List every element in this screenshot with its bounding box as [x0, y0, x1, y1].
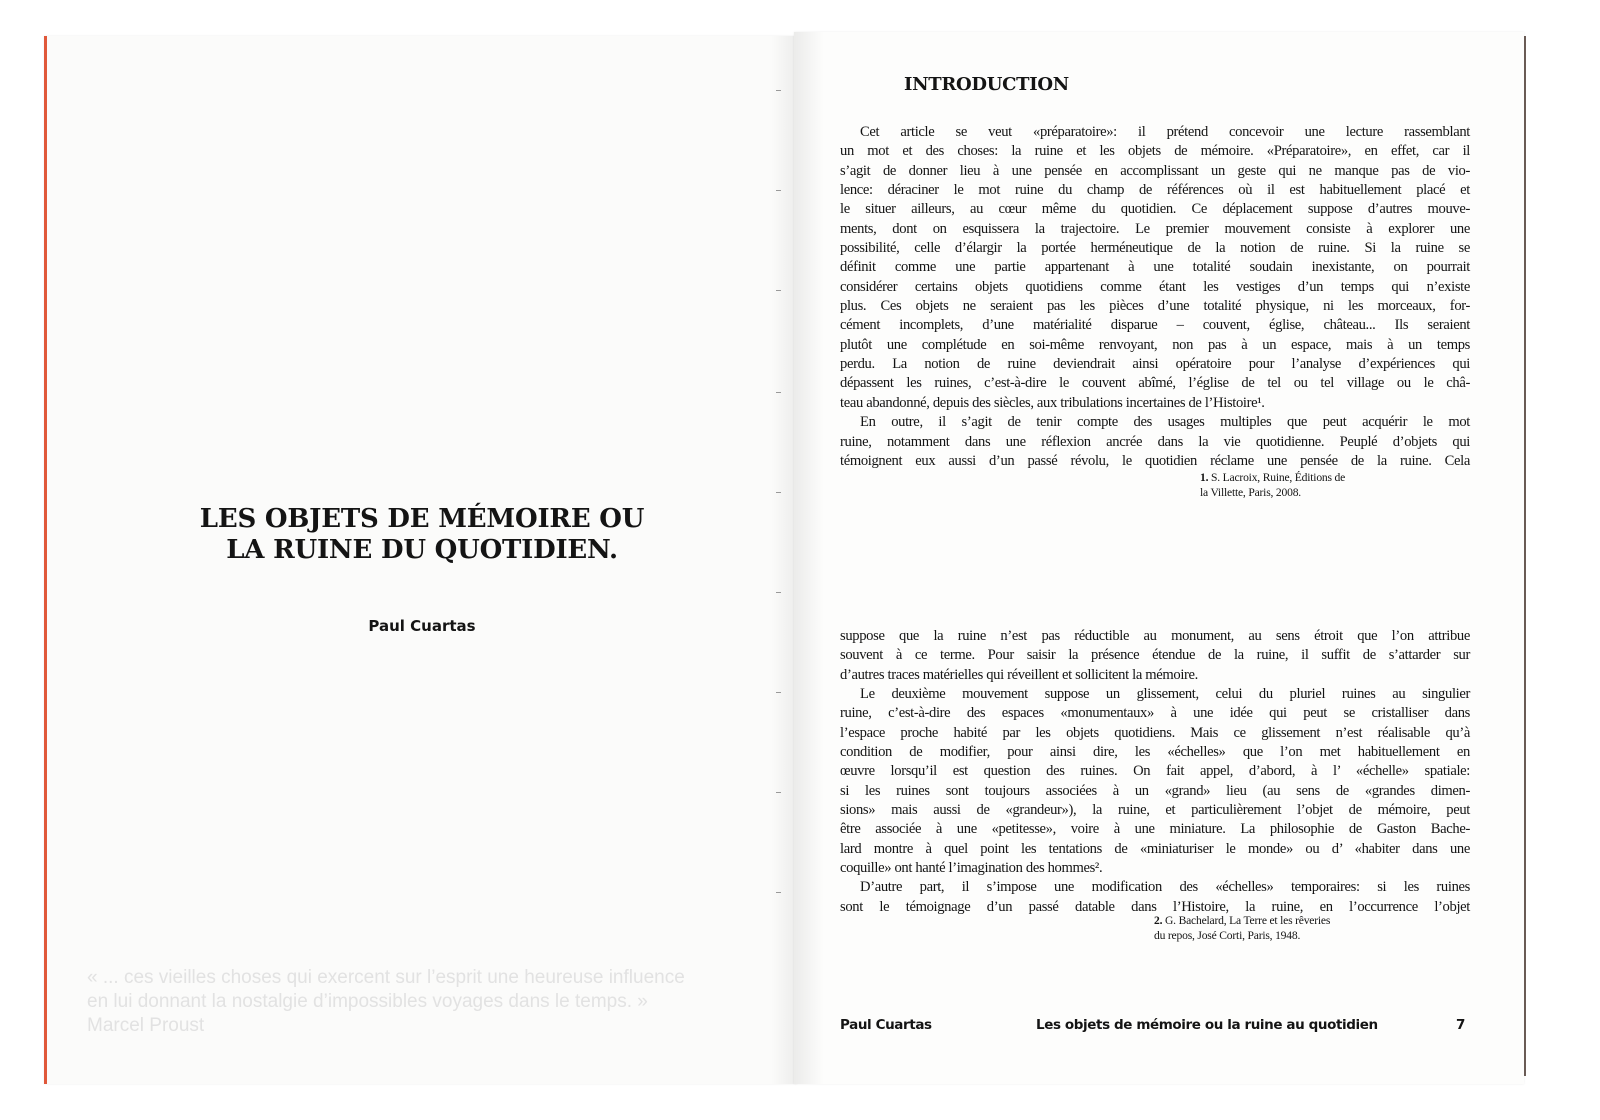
text-line: considérer certains objets quotidiens comme étant les vestiges d’un temps qui n’existe: [840, 278, 1470, 295]
text-line: ruine, notamment dans une réflexion ancrée dans la vie quotidienne. Peuplé d’objets qui: [840, 433, 1470, 450]
footnote-text: S. Lacroix, Ruine, Éditions de: [1211, 471, 1346, 484]
page-number: 7: [1456, 1017, 1465, 1033]
footnote-number: 2.: [1154, 914, 1163, 927]
text-line: cément incomplets, d’une matérialité disparue – couvent, église, château... Ils seraient: [840, 317, 1470, 334]
text-line: suppose que la ruine n’est pas réductible au monument, au sens étroit que l’on attribue: [840, 628, 1470, 644]
binding-tick: [776, 392, 781, 393]
binding-tick: [776, 190, 781, 191]
bleed-through-line: « ... ces vieilles choses qui exercent sur l’esprit une heureuse influence: [87, 967, 685, 988]
article-author: Paul Cuartas: [368, 617, 476, 635]
binding-tick: [776, 492, 781, 493]
bleed-through-epigraph: [87, 966, 767, 1038]
text-line: définit comme une partie appartenant à une totalité soudain inexistante, on pourrait: [840, 259, 1470, 276]
section-heading: INTRODUCTION: [904, 74, 1069, 95]
article-title-line: LA RUINE DU QUOTIDIEN.: [226, 535, 618, 565]
binding-tick: [776, 892, 781, 893]
text-line: ruine, c’est-à-dire des espaces «monumentaux» à une idée qui peut se cristalliser dans: [840, 705, 1470, 722]
text-line: témoignent eux aussi d’un passé révolu, le quotidien réclame une pensée de la ruine. Cela: [840, 452, 1470, 469]
text-line: sont le témoignage d’un passé datable dans l’Histoire, la ruine, en l’occurrence l’objet: [840, 898, 1470, 915]
article-title-line: LES OBJETS DE MÉMOIRE OU: [199, 504, 645, 534]
text-line: si les ruines sont toujours associées à un «grand» lieu (au sens de «grandes dimen-: [840, 782, 1470, 799]
text-line: plutôt une complétude en soi-même renvoyant, non pas à un espace, mais à un temps: [840, 336, 1470, 353]
binding-tick: [776, 792, 781, 793]
text-line: lence: déraciner le mot ruine du champ de références où il est habituellement placé et: [840, 182, 1470, 199]
body-text-block-1: [840, 123, 1470, 471]
text-line: plus. Ces objets ne seraient pas les pièces d’une totalité physique, ni les morceaux, for-: [840, 298, 1470, 315]
binding-tick: [776, 692, 781, 693]
gutter-shadow: [794, 32, 824, 1084]
running-footer-author: Paul Cuartas: [840, 1017, 932, 1033]
text-line: Cet article se veut «préparatoire»: il prétend concevoir une lecture rassemblant: [860, 124, 1470, 140]
footnote-2: [1154, 913, 1330, 943]
bleed-through-line: en lui donnant la nostalgie d’impossibles voyages dans le temps. »: [87, 991, 648, 1012]
binding-tick: [776, 90, 781, 91]
footnote-1: [1200, 470, 1345, 500]
text-line: ments, dont on esquissera la trajectoire. Le premier mouvement consiste à explorer une: [840, 220, 1470, 237]
text-line: condition de modifier, pour ainsi dire, les «échelles» que l’on met habituellement en: [840, 744, 1470, 761]
footnote-text: la Villette, Paris, 2008.: [1200, 486, 1301, 499]
text-line: un mot et des choses: la ruine et les objets de mémoire. «Préparatoire», en effet, car il: [840, 143, 1470, 160]
text-line: le situer ailleurs, au cœur même du quotidien. Ce déplacement suppose d’autres mouve-: [840, 201, 1470, 218]
binding-tick: [776, 592, 781, 593]
text-line: l’espace proche habité par les objets quotidiens. Mais ce glissement n’est réalisable qu’à: [840, 724, 1470, 741]
text-line: Le deuxième mouvement suppose un glissement, celui du pluriel ruines au singulier: [860, 686, 1470, 703]
text-line: sions» mais aussi de «grandeur»), la ruine, et particulièrement l’objet de mémoire, peut: [840, 802, 1470, 819]
text-line: lard montre à quel point les tentations de «miniaturiser le monde» ou d’ «habiter dans une: [840, 840, 1470, 857]
left-page: [44, 36, 797, 1084]
right-page: [794, 32, 1524, 1084]
footnote-number: 1.: [1200, 471, 1209, 484]
text-line: être associée à une «petitesse», voire à une miniature. La philosophie de Gaston Bache-: [840, 821, 1470, 838]
text-line: s’agit de donner lieu à une pensée en accomplissant un geste qui ne manque pas de vio-: [840, 162, 1470, 179]
footnote-text: du repos, José Corti, Paris, 1948.: [1154, 929, 1301, 942]
binding-tick: [776, 290, 781, 291]
text-line: dépassent les ruines, c’est-à-dire le couvent abîmé, l’église de tel ou tel village ou le châ-: [840, 375, 1470, 392]
text-line: En outre, il s’agit de tenir compte des usages multiples que peut acquérir le mot: [860, 414, 1470, 431]
text-line: perdu. La notion de ruine deviendrait ainsi opératoire pour l’analyse d’expériences qui: [840, 356, 1470, 373]
text-line: d’autres traces matérielles qui réveillent et sollicitent la mémoire.: [840, 666, 1198, 683]
text-line: D’autre part, il s’impose une modification des «échelles» temporaires: si les ruines: [860, 879, 1470, 896]
text-line: souvent à ce terme. Pour saisir la présence étendue de la ruine, il suffit de s’attarder sur: [840, 647, 1470, 664]
body-text-block-2: [840, 627, 1470, 917]
running-footer-title: Les objets de mémoire ou la ruine au quotidien: [1036, 1017, 1378, 1033]
text-line: coquille» ont hanté l’imagination des hommes².: [840, 860, 1103, 877]
text-line: teau abandonné, depuis des siècles, aux tribulations incertaines de l’Histoire¹.: [840, 394, 1265, 411]
text-line: possibilité, celle d’élargir la portée herméneutique de la notion de ruine. Si la ruine se: [840, 240, 1470, 257]
footnote-text: G. Bachelard, La Terre et les rêveries: [1165, 914, 1331, 927]
bleed-through-line: Marcel Proust: [87, 1015, 205, 1036]
article-title: [47, 504, 797, 566]
text-line: œuvre lorsqu’il est question des ruines. On fait appel, d’abord, à l’ «échelle» spatiale:: [840, 763, 1470, 780]
